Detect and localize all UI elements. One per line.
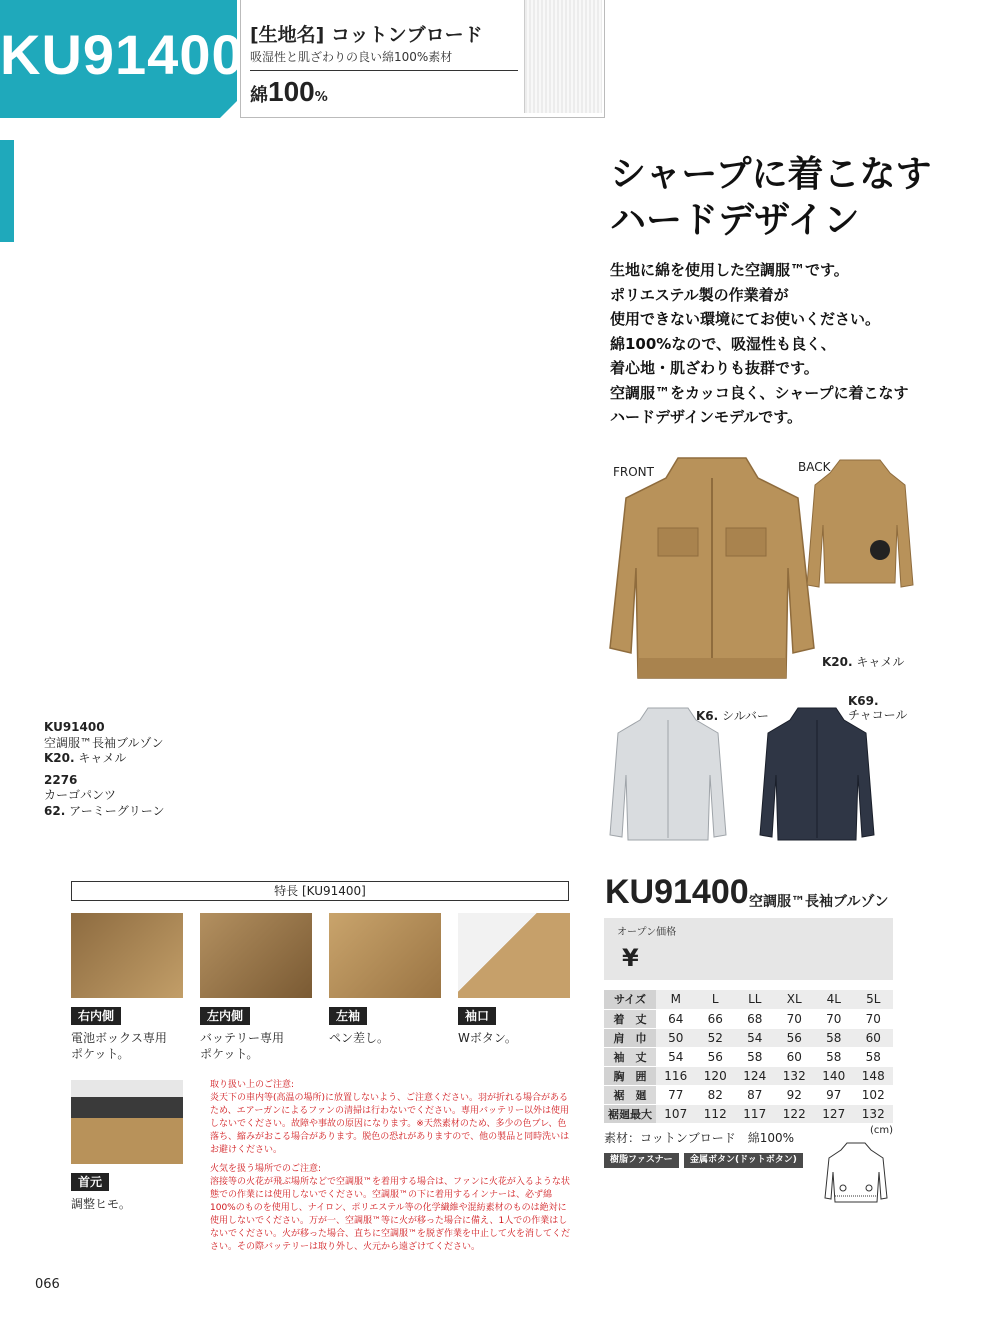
color-k20: K20. キャメル — [822, 655, 905, 669]
jacket-silver — [608, 705, 728, 845]
color-k69: K69. チャコール — [848, 694, 908, 722]
table-row: 袖 丈 54 56 58 60 58 58 — [604, 1047, 893, 1066]
feature-photo-cuff — [458, 913, 570, 998]
feature-tag: 首元 — [71, 1173, 109, 1191]
badge-metal-button: 金属ボタン(ドットボタン) — [684, 1153, 803, 1168]
fabric-description: 吸湿性と肌ざわりの良い綿100%素材 — [250, 50, 453, 64]
feature-desc: ペン差し。 — [329, 1031, 390, 1045]
feature-tag: 左内側 — [200, 1007, 250, 1025]
table-row: 肩 巾 50 52 54 56 58 60 — [604, 1028, 893, 1047]
table-row: 胸 囲 116 120 124 132 140 148 — [604, 1066, 893, 1085]
jacket-back-camel — [805, 455, 915, 590]
features-title: 特長 [KU91400] — [71, 881, 569, 901]
table-row: サイズ M L LL XL 4L 5L — [604, 990, 893, 1009]
fabric-composition: 綿100% — [250, 76, 328, 107]
feature-tag: 右内側 — [71, 1007, 121, 1025]
material-text: 素材：コットンブロード 綿100% — [604, 1131, 795, 1145]
fabric-swatch — [524, 0, 602, 113]
jacket-front-camel — [608, 448, 816, 688]
table-row: 裾廻最大 107 112 117 122 127 132 — [604, 1104, 893, 1123]
caution-notes: 取り扱い上のご注意: 炎天下の車内等(高温の場所)に放置しないよう、ご注意ください。羽が折れる場合があるため、エアーガンによるファンの清掃は行わないでください。専用バッテリー以外は使用しないでください。故障や事故の原因になります。※天然素材のため、多少の色ブレ、色落ち、縮みがおこる場合があります。脱色の恐れがありますので、他の製品と同時洗いはお避けください。 火気を扱う場所でのご注意: 溶接等の火花が飛ぶ場所などで空調服™を着用する場合は、ファンに火花が入るような状態での作業には使用しないでください。空調服™の下に着用するインナーは、必ず綿100%のものを使用し、ナイロン、ポリエステル等の化学繊維や混紡素材のものは絶対に使用しないでください。万が一、空調服™等に火が移った場合に備え、1人での作業はしないでください。火が移った場合、直ちに空調服™を脱ぎ作業を中止して火を消してください。その際バッテリーは取り外し、火元から遠ざけてください。 — [210, 1080, 571, 1252]
intro-text: 生地に綿を使用した空調服™です。 ポリエステル製の作業着が 使用できない環境にてお使いください。 綿100%なので、吸湿性も良く、 着心地・肌ざわりも抜群です。 空調服™をカッコ良く、シャープに着こなす ハードデザインモデルです。 — [610, 261, 909, 426]
fabric-name: [生地名] コットンブロード — [250, 24, 483, 46]
jacket-charcoal — [758, 705, 876, 843]
feature-desc: 調整ヒモ。 — [71, 1197, 131, 1211]
page-number: 066 — [35, 1277, 60, 1292]
feature-desc: バッテリー専用 ポケット。 — [200, 1031, 285, 1061]
headline: シャープに着こなす ハードデザイン — [610, 154, 932, 241]
feature-tag: 左袖 — [329, 1007, 367, 1025]
table-row: 着 丈 64 66 68 70 70 70 — [604, 1009, 893, 1028]
feature-photo-collar — [71, 1080, 183, 1164]
size-table — [604, 990, 893, 1124]
product-code: KU91400 — [605, 873, 749, 911]
sidebar-accent — [0, 140, 14, 242]
back-label: BACK — [798, 460, 831, 474]
feature-tag: 袖口 — [458, 1007, 496, 1025]
badge-resin-zipper: 樹脂ファスナー — [604, 1153, 679, 1168]
product-name: 空調服™長袖ブルゾン — [749, 894, 889, 910]
front-label: FRONT — [613, 465, 654, 479]
feature-desc: Wボタン。 — [458, 1031, 517, 1045]
price-symbol: ¥ — [622, 944, 639, 972]
jacket-back-sketch — [823, 1140, 889, 1205]
divider — [250, 70, 518, 71]
product-code-title: KU91400 — [0, 23, 244, 86]
color-k6: K6. シルバー — [696, 709, 769, 723]
feature-photo-right-inside — [71, 913, 183, 998]
feature-photo-left-sleeve — [329, 913, 441, 998]
price-label: オープン価格 — [617, 927, 677, 938]
feature-photo-left-inside — [200, 913, 312, 998]
model-credit: KU91400 空調服™長袖ブルゾン K20. キャメル 2276 カーゴパンツ 62. アーミーグリーン — [44, 720, 165, 818]
feature-desc: 電池ボックス専用 ポケット。 — [71, 1031, 167, 1061]
table-row: 裾 廻 77 82 87 92 97 102 — [604, 1085, 893, 1104]
size-unit: (cm) — [870, 1125, 894, 1136]
